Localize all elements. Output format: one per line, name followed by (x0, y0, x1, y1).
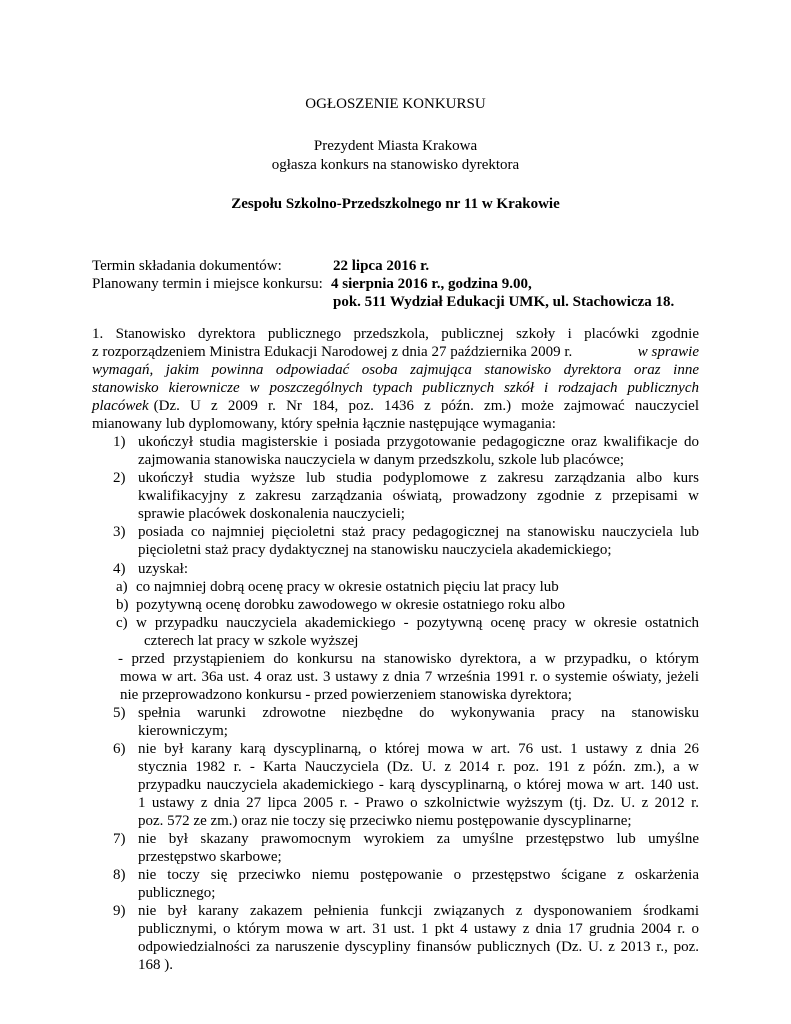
deadline-label: Termin składania dokumentów: (92, 258, 282, 274)
requirement-number: 2) (113, 470, 126, 486)
requirement-line: nie toczy się przeciwko niemu postępowanie o przestępstwo ścigane z oskarżenia (138, 867, 699, 883)
requirement-line: 1 ustawy z dnia 27 lipca 2005 r. - Prawo o szkolnictwie wyższym (tj. Dz. U. z 2012 r. (138, 795, 699, 811)
section1-text: (Dz. U z 2009 r. Nr 184, poz. 1436 z późn. zm.) może zajmować nauczyciel (153, 398, 699, 414)
requirement-line: kwalifikacyjny z zakresu zarządzania oświatą, prowadzony zgodnie z przepisami w (138, 488, 699, 504)
section1-text: z rozporządzeniem Ministra Edukacji Narodowej z dnia 27 października 2009 r. (92, 344, 573, 360)
dash-note-line: mowa w art. 36a ust. 4 oraz ust. 3 ustawy z dnia 7 września 1991 r. o systemie oświaty, jeżeli (120, 669, 699, 685)
requirement-line: przypadku nauczyciela akademickiego - karą dyscyplinarną, o której mowa w art. 140 ust. (138, 777, 699, 793)
requirement-number: 6) (113, 741, 126, 757)
requirement-number: 7) (113, 831, 126, 847)
requirement-line: odpowiedzialności za naruszenie dyscypliny finansów publicznych (Dz. U. z 2013 r., poz. (138, 939, 699, 955)
requirement-number: 8) (113, 867, 126, 883)
contest-label: Planowany termin i miejsce konkursu: (92, 276, 323, 292)
sub-item-line: w przypadku nauczyciela akademickiego - pozytywną ocenę pracy w okresie ostatnich (136, 615, 699, 631)
requirement-line: 168 ). (138, 957, 173, 973)
requirement-line: ukończył studia magisterskie i posiada przygotowanie pedagogiczne oraz kwalifikacje do (138, 434, 699, 450)
sub-item-letter: b) (116, 597, 129, 613)
issuer-line: Prezydent Miasta Krakowa (313, 138, 478, 154)
requirement-number: 5) (113, 705, 126, 721)
requirement-line: uzyskał: (138, 561, 188, 577)
requirement-number: 3) (113, 524, 126, 540)
dash-note-line: nie przeprowadzono konkursu - przed powierzeniem stanowiska dyrektora; (120, 687, 572, 703)
section1-line (92, 379, 699, 398)
announces-line: ogłasza konkurs na stanowisko dyrektora (271, 157, 520, 173)
requirement-line: kierowniczym; (138, 723, 228, 739)
section1-line (92, 397, 699, 416)
sub-item-letter: a) (116, 579, 128, 595)
requirement-line: zajmowania stanowiska nauczyciela w danym przedszkolu, szkole lub placówce; (138, 452, 625, 468)
requirement-line: poz. 572 ze zm.) oraz nie toczy się przeciwko niemu postępowanie dyscyplinarne; (138, 813, 632, 829)
section1-line (92, 361, 699, 380)
requirement-line: nie był karany zakazem pełnienia funkcji związanych z dysponowaniem środkami (138, 903, 699, 919)
requirement-line: nie był skazany prawomocnym wyrokiem za umyślne przestępstwo lub umyślne (138, 831, 699, 847)
sub-item-letter: c) (116, 615, 128, 631)
requirement-number: 4) (113, 561, 126, 577)
requirement-line: ukończył studia wyższe lub studia podyplomowe z zakresu zarządzania albo kurs (138, 470, 699, 486)
section1-italic: stanowisko kierownicze w poszczególnych typach publicznych szkół i rodzajach publicznych (92, 380, 699, 396)
section1-line (92, 343, 699, 362)
requirement-line: stycznia 1982 r. - Karta Nauczyciela (Dz. U. z 2014 r. poz. 191 z późn. zm.), a w (138, 759, 699, 775)
section1-line: mianowany lub dyplomowany, który spełnia łącznie następujące wymagania: (92, 416, 556, 432)
sub-item-line: co najmniej dobrą ocenę pracy w okresie ostatnich pięciu lat pracy lub (136, 579, 559, 595)
section1-italic: placówek (92, 398, 149, 414)
requirement-line: posiada co najmniej pięcioletni staż pracy pedagogicznej na stanowisku nauczyciela lub (138, 524, 699, 540)
sub-item-line: pozytywną ocenę dorobku zawodowego w okresie ostatniego roku albo (136, 597, 566, 613)
dash-note-line: - przed przystąpieniem do konkursu na stanowisko dyrektora, a w przypadku, o którym (118, 651, 699, 667)
contest-place: pok. 511 Wydział Edukacji UMK, ul. Stachowicza 18. (333, 294, 675, 310)
deadline-value: 22 lipca 2016 r. (333, 258, 430, 274)
requirement-line: przestępstwo skarbowe; (138, 849, 282, 865)
section1-line: 1. Stanowisko dyrektora publicznego przedszkola, publicznej szkoły i placówki zgodnie (92, 326, 699, 342)
contest-value: 4 sierpnia 2016 r., godzina 9.00, (331, 276, 532, 292)
requirement-line: publicznego; (138, 885, 216, 901)
section1-italic: wymagań, jakim powinna odpowiadać osoba zajmująca stanowisko dyrektora oraz inne (92, 362, 699, 378)
requirement-line: publicznymi, o którym mowa w art. 31 ust. 1 pkt 4 ustawy z dnia 17 grudnia 2004 r. o (138, 921, 699, 937)
announcement-title: OGŁOSZENIE KONKURSU (305, 96, 486, 112)
requirement-line: spełnia warunki zdrowotne niezbędne do wykonywania pracy na stanowisku (138, 705, 699, 721)
requirement-number: 9) (113, 903, 126, 919)
requirement-number: 1) (113, 434, 126, 450)
requirement-line: pięcioletni staż pracy dydaktycznej na stanowisku nauczyciela akademickiego; (138, 542, 612, 558)
school-name: Zespołu Szkolno-Przedszkolnego nr 11 w Krakowie (231, 196, 560, 212)
sub-item-line: czterech lat pracy w szkole wyższej (144, 633, 359, 649)
requirement-line: sprawie placówek doskonalenia nauczycieli; (138, 506, 405, 522)
requirement-line: nie był karany karą dyscyplinarną, o której mowa w art. 76 ust. 1 ustawy z dnia 26 (138, 741, 699, 757)
section1-italic: w sprawie (637, 344, 699, 360)
